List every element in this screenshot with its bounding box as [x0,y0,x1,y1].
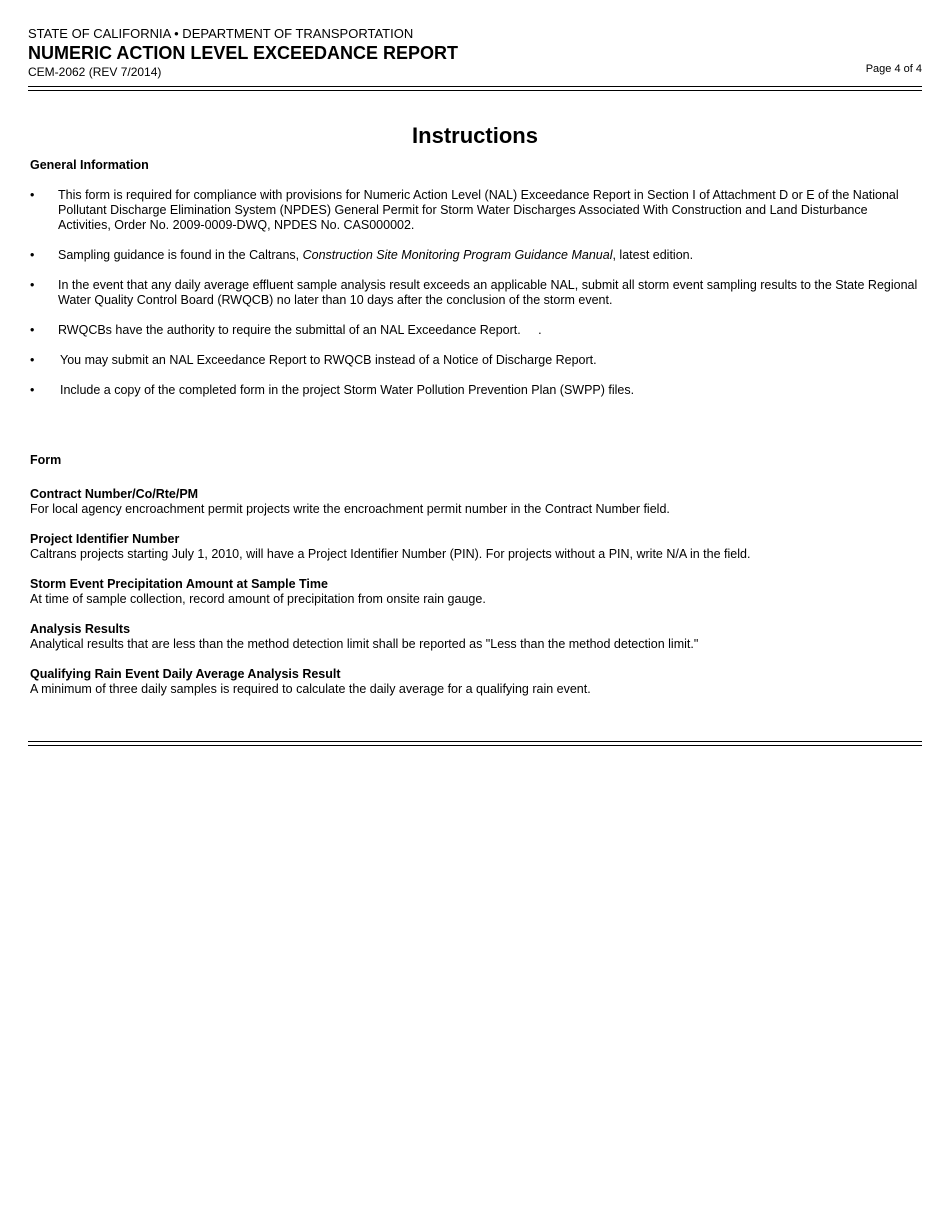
bullet-text: You may submit an NAL Exceedance Report to RWQCB instead of a Notice of Discharge Report. [60,353,597,367]
document-header [28,26,922,80]
list-item [30,248,922,263]
form-number: CEM-2062 (REV 7/2014) [28,65,162,79]
list-item [30,188,922,233]
field-title: Contract Number/Co/Rte/PM [30,487,199,501]
field-text: Caltrans projects starting July 1, 2010, will have a Project Identifier Number (PIN). For projects without a PIN, write N/A in the field. [30,547,751,561]
field-description [30,667,922,697]
list-item [30,323,922,338]
field-description [30,577,922,607]
bullet-text: Include a copy of the completed form in the project Storm Water Pollution Prevention Plan (SWPP) files. [60,383,635,397]
field-description [30,487,922,517]
bullet-text: Sampling guidance is found in the Caltrans, [58,248,303,262]
form-field-descriptions [30,487,922,712]
field-text: For local agency encroachment permit projects write the encroachment permit number in the Contract Number field. [30,502,670,516]
general-information-list [30,188,922,413]
field-text: A minimum of three daily samples is required to calculate the daily average for a qualifying rain event. [30,682,591,696]
footer-divider [28,741,922,746]
instructions-heading: Instructions [412,123,538,148]
field-title: Storm Event Precipitation Amount at Sample Time [30,577,328,591]
field-text: At time of sample collection, record amount of precipitation from onsite rain gauge. [30,592,486,606]
general-information-label: General Information [30,158,149,172]
agency-line: STATE OF CALIFORNIA • DEPARTMENT OF TRANSPORTATION [28,26,414,41]
field-text: Analytical results that are less than the method detection limit shall be reported as "Less than the method detection limit." [30,637,699,651]
form-label: Form [30,453,62,467]
bullet-text: , latest edition. [612,248,694,262]
field-title: Project Identifier Number [30,532,180,546]
bullet-text: RWQCBs have the authority to require the submittal of an NAL Exceedance Report. . [58,323,542,337]
bullet-text: This form is required for compliance with provisions for Numeric Action Level (NAL) Exceedance Report in Section I of Attachment D or E of the National Pollutant Discharge Elimination System (NPDES) General Permit for Storm Water Discharges Associated With Construction and Land Disturbance Activities, Order No. 2009-0009-DWQ, NPDES No. CAS000002. [58,188,899,232]
header-divider [28,86,922,91]
field-description [30,532,922,562]
field-title: Qualifying Rain Event Daily Average Analysis Result [30,667,341,681]
list-item [30,383,922,398]
page-number: Page 4 of 4 [865,63,922,75]
list-item [30,353,922,368]
bullet-text: In the event that any daily average effluent sample analysis result exceeds an applicable NAL, submit all storm event sampling results to the State Regional Water Quality Control Board (RWQCB) no later than 10 days after the conclusion of the storm event. [58,278,918,307]
manual-title: Construction Site Monitoring Program Guidance Manual [302,248,613,262]
form-title: NUMERIC ACTION LEVEL EXCEEDANCE REPORT [28,43,459,63]
list-item [30,278,922,308]
field-title: Analysis Results [30,622,131,636]
field-description [30,622,922,652]
